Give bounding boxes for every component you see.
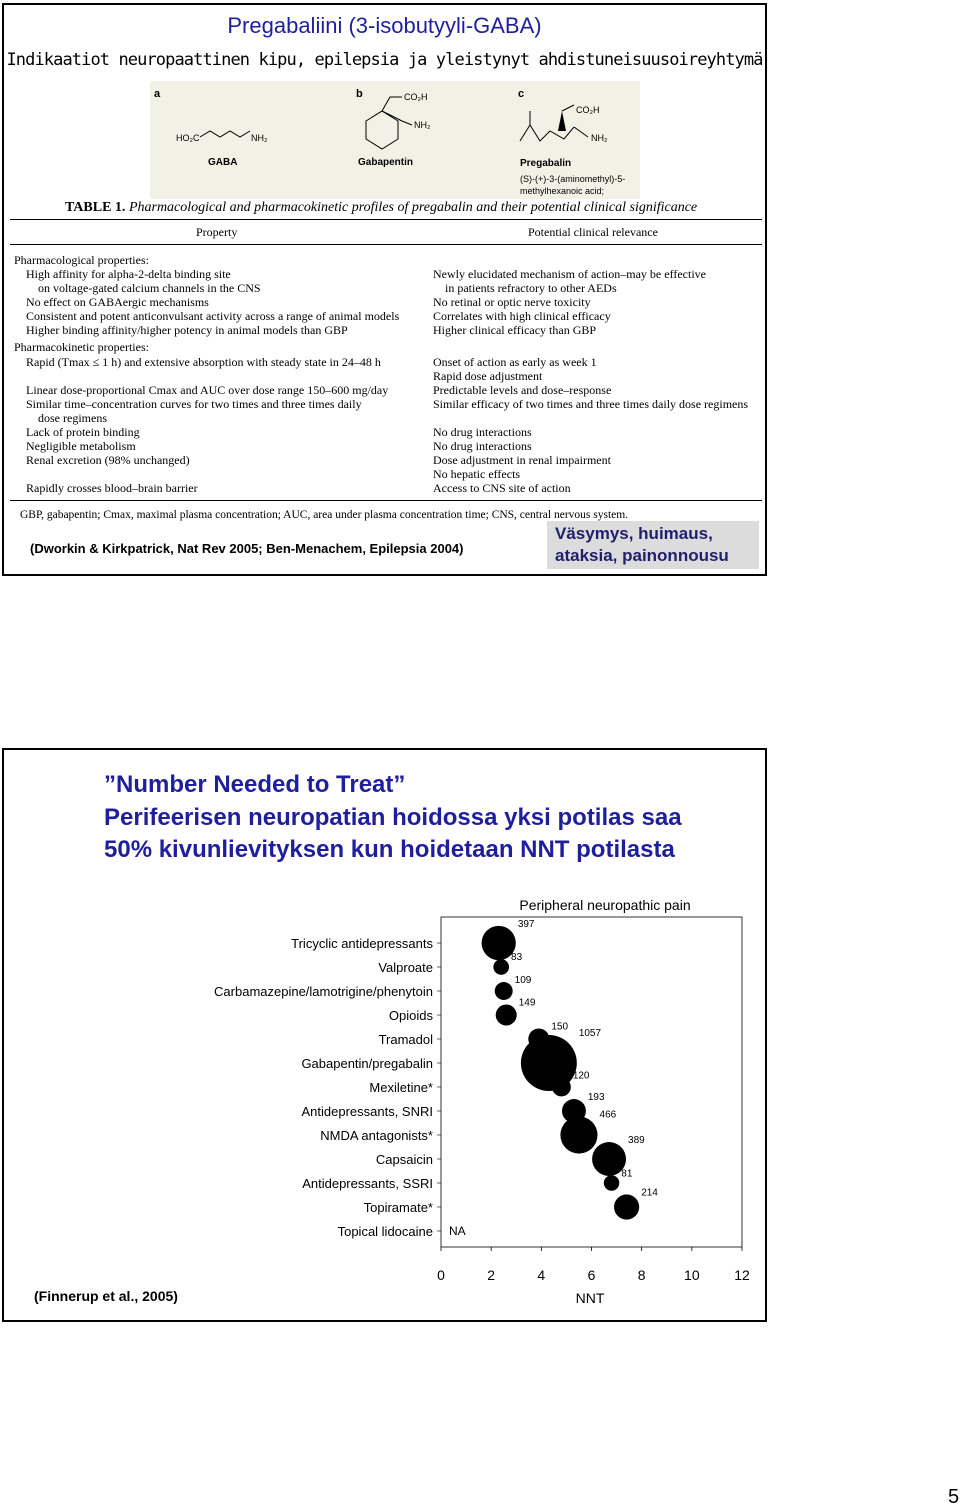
bubble-n-label: 120 <box>572 1070 590 1082</box>
bubble-n-label: 81 <box>621 1168 633 1180</box>
table-left-cell: Rapidly crosses blood–brain barrier <box>26 481 198 495</box>
bubble-point <box>560 1116 597 1153</box>
bubble-n-label: 389 <box>628 1135 645 1147</box>
bubble-n-label: 193 <box>587 1092 605 1104</box>
table-left-cell: Renal excretion (98% unchanged) <box>26 453 190 467</box>
category-label: Topiramate* <box>363 1200 433 1215</box>
category-label: Topical lidocaine <box>337 1224 433 1239</box>
page-number: 5 <box>948 1486 960 1508</box>
category-label: Gabapentin/pregabalin <box>301 1056 433 1071</box>
category-label: Carbamazepine/lamotrigine/phenytoin <box>214 984 433 999</box>
table-right-cell: Onset of action as early as week 1 <box>433 355 597 369</box>
chart-title: Peripheral neuropathic pain <box>519 897 691 913</box>
category-label: Valproate <box>378 960 433 975</box>
pregabalin-wedge <box>558 111 566 131</box>
x-tick-label: 10 <box>684 1267 700 1283</box>
slide2-reference: (Finnerup et al., 2005) <box>34 1288 178 1304</box>
column-header-property: Property <box>196 225 238 239</box>
table-right-cell: No hepatic effects <box>433 467 521 481</box>
slide2-heading-line-1: ”Number Needed to Treat” <box>104 771 406 798</box>
table-left-cell: on voltage-gated calcium channels in the CNS <box>38 281 261 295</box>
category-label: Capsaicin <box>375 1152 433 1167</box>
table-left-cell: Linear dose-proportional Cmax and AUC over dose range 150–600 mg/day <box>26 383 389 397</box>
bubble-point <box>604 1175 619 1190</box>
table-right-cell: Newly elucidated mechanism of action–may be effective <box>433 267 706 281</box>
bubble-point <box>496 1005 517 1026</box>
nnt-chart <box>4 750 765 1320</box>
pharmacology-table <box>10 198 762 523</box>
table-right-cell: No retinal or optic nerve toxicity <box>433 295 591 309</box>
gabapentin-name: Gabapentin <box>358 157 414 168</box>
slide2-heading-line-2: Perifeerisen neuropatian hoidossa yksi potilas saa <box>104 804 682 831</box>
bubble-point <box>495 982 513 1000</box>
column-header-relevance: Potential clinical relevance <box>528 225 658 239</box>
table-left-cell: Lack of protein binding <box>26 425 140 439</box>
table-left-cell: Higher binding affinity/higher potency in animal models than GBP <box>26 323 348 337</box>
gabapentin-amine-group: NH₂ <box>414 120 431 130</box>
gaba-amine-group: NH₂ <box>251 133 268 143</box>
x-tick-label: 4 <box>537 1267 546 1283</box>
table-right-cell: Correlates with high clinical efficacy <box>433 309 611 323</box>
table-top-rule <box>10 219 762 220</box>
adverse-effects-line-2: ataksia, painonnousu <box>555 546 729 565</box>
x-tick-label: 6 <box>587 1267 596 1283</box>
table-left-cell: dose regimens <box>38 411 107 425</box>
category-label: Opioids <box>388 1008 433 1023</box>
pregabalin-acid-bond <box>562 105 574 111</box>
adverse-effects-note <box>547 521 759 569</box>
table-caption-text: Pharmacological and pharmacokinetic profiles of pregabalin and their potential clinical significance <box>128 200 698 215</box>
category-label: Tricyclic antidepressants <box>291 936 433 951</box>
table-right-cell: Access to CNS site of action <box>433 481 571 495</box>
x-axis-label: NNT <box>575 1290 605 1306</box>
category-label: Antidepressants, SNRI <box>301 1104 433 1119</box>
gaba-acid-group: HO₂C <box>176 133 200 143</box>
slide-nnt <box>2 748 767 1322</box>
section-pharmacokinetic: Pharmacokinetic properties: <box>14 340 149 354</box>
table-right-cell: Rapid dose adjustment <box>433 369 543 383</box>
table-left-cell: Consistent and potent anticonvulsant activity across a range of animal models <box>26 309 400 323</box>
table-right-cell: Higher clinical efficacy than GBP <box>433 323 597 337</box>
slide1-reference: (Dworkin & Kirkpatrick, Nat Rev 2005; Ben-Menachem, Epilepsia 2004) <box>30 541 464 556</box>
table-left-cell: Negligible metabolism <box>26 439 136 453</box>
table-right-cell: Dose adjustment in renal impairment <box>433 453 611 467</box>
gabapentin-acid-group: CO₂H <box>404 92 428 102</box>
pregabalin-chain <box>520 125 574 141</box>
x-tick-label: 8 <box>637 1267 646 1283</box>
table-right-cell: Similar efficacy of two times and three times daily dose regimens <box>433 397 749 411</box>
bubble-n-label: 466 <box>599 1109 617 1121</box>
gabapentin-amine-bond <box>382 111 412 125</box>
pregabalin-iupac-line-1: (S)-(+)-3-(aminomethyl)-5- <box>520 174 626 184</box>
slide-pregabalin <box>2 3 767 576</box>
slide2-heading-line-3: 50% kivunlievityksen kun hoidetaan NNT potilasta <box>104 836 675 863</box>
table-right-cell: in patients refractory to other AEDs <box>445 281 617 295</box>
category-label: NMDA antagonists* <box>320 1128 433 1143</box>
category-label: Tramadol <box>378 1032 433 1047</box>
x-tick-label: 12 <box>734 1267 750 1283</box>
x-tick-label: 0 <box>437 1267 445 1283</box>
table-bottom-rule <box>10 500 762 501</box>
table-right-cell: No drug interactions <box>433 439 532 453</box>
plot-frame <box>441 917 742 1247</box>
bubble-point <box>493 959 509 975</box>
bubble-point <box>614 1194 639 1219</box>
table-left-cell: Similar time–concentration curves for two times and three times daily <box>26 397 362 411</box>
x-tick-label: 2 <box>487 1267 496 1283</box>
na-label: NA <box>449 1224 466 1238</box>
slide-title: Pregabaliini (3-isobutyyli-GABA) <box>227 13 542 38</box>
bubble-n-label: 149 <box>518 997 536 1009</box>
pregabalin-iupac-line-2: methylhexanoic acid; <box>520 186 605 196</box>
slide-subtitle: Indikaatiot neuropaattinen kipu, epilepsia ja yleistynyt ahdistuneisuusoireyhtymä <box>6 50 763 70</box>
table-right-cell: No drug interactions <box>433 425 532 439</box>
bubble-n-label: 214 <box>641 1187 658 1199</box>
category-label: Mexiletine* <box>369 1080 433 1095</box>
bubble-n-label: 83 <box>511 952 523 964</box>
structure-a-letter: a <box>154 88 161 100</box>
adverse-effects-line-1: Väsymys, huimaus, <box>555 524 713 543</box>
pregabalin-name: Pregabalin <box>520 158 572 169</box>
chemical-structures <box>150 81 640 199</box>
table-footnote: GBP, gabapentin; Cmax, maximal plasma concentration; AUC, area under plasma concentration time; CNS, central nervous system. <box>20 509 629 521</box>
bubble-point <box>552 1078 571 1097</box>
gaba-name: GABA <box>208 157 238 168</box>
pregabalin-amine-group: NH₂ <box>591 133 608 143</box>
gabapentin-acid-bond <box>382 97 402 111</box>
bubble-n-label: 150 <box>551 1021 569 1033</box>
structure-c-letter: c <box>518 88 525 100</box>
bubble-n-label: 397 <box>517 918 535 930</box>
table-left-cell: High affinity for alpha-2-delta binding site <box>26 267 231 281</box>
pregabalin-acid-group: CO₂H <box>576 105 600 115</box>
table-left-cell: No effect on GABAergic mechanisms <box>26 295 209 309</box>
bubble-n-label: 1057 <box>578 1028 602 1040</box>
structure-b-letter: b <box>356 88 363 100</box>
bubble-n-label: 109 <box>514 975 532 987</box>
pregabalin-amine-bond <box>574 127 588 137</box>
category-label: Antidepressants, SSRI <box>302 1176 433 1191</box>
table-caption <box>65 200 697 216</box>
section-pharmacological: Pharmacological properties: <box>14 253 149 267</box>
table-left-cell: Rapid (Tmax ≤ 1 h) and extensive absorption with steady state in 24–48 h <box>26 355 381 369</box>
table-header-rule <box>10 244 762 245</box>
gaba-chain <box>200 131 250 137</box>
table-label: TABLE 1. <box>65 200 126 215</box>
table-right-cell: Predictable levels and dose–response <box>433 383 612 397</box>
plot-area <box>214 917 750 1283</box>
